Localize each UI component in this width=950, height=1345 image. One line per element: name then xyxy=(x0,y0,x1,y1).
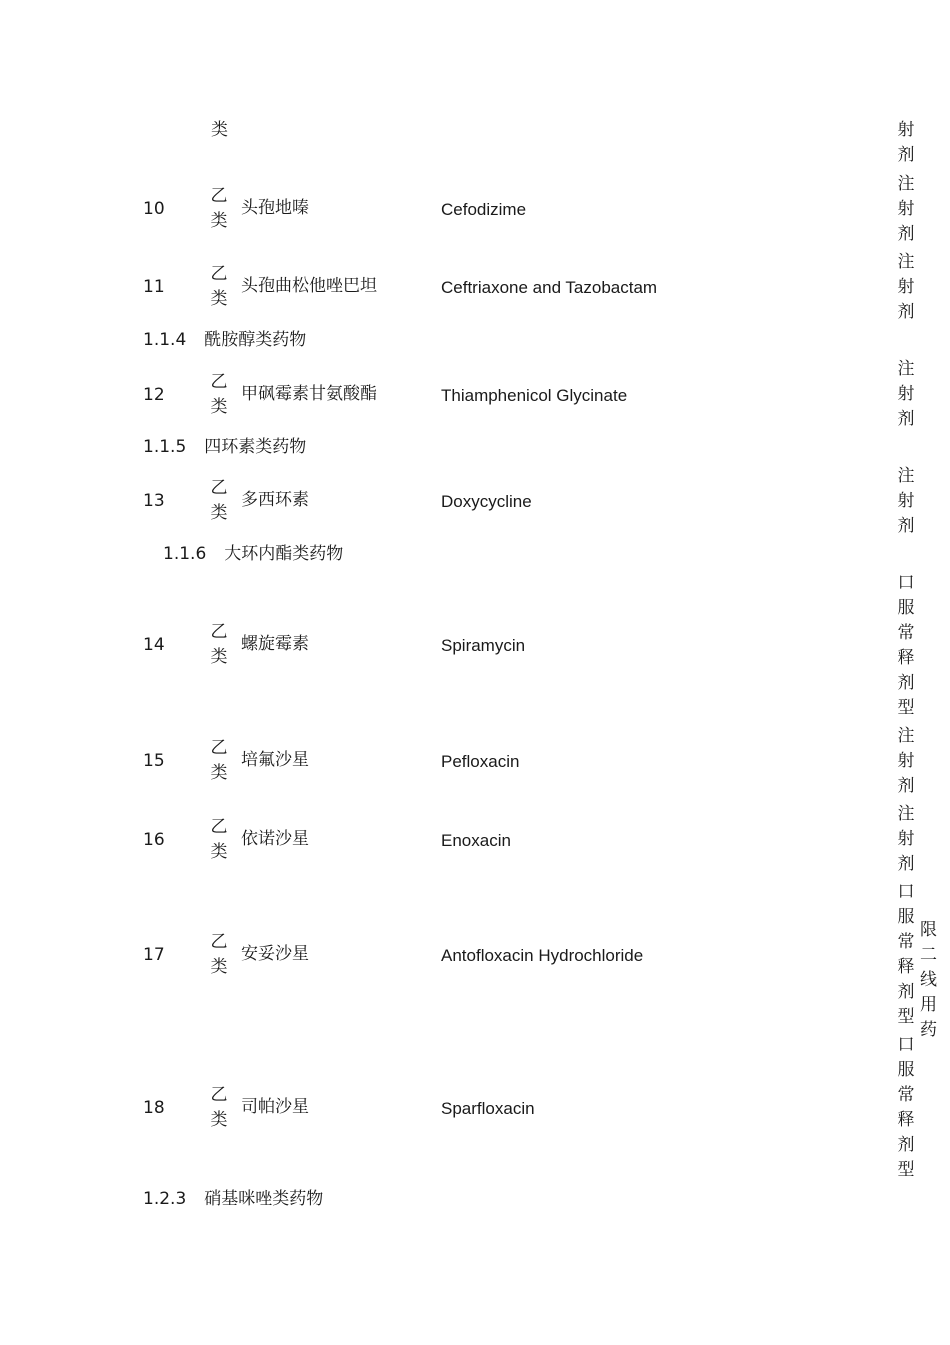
restriction-note: 限二线用药 xyxy=(920,920,937,1040)
section-heading xyxy=(163,542,343,567)
class-cell: 乙类 xyxy=(210,622,228,667)
dosage-form: 注射剂 xyxy=(897,174,915,244)
drug-name-cn: 头孢曲松他唑巴坦 xyxy=(241,276,377,296)
section-title: 四环素类药物 xyxy=(204,437,307,457)
section-heading xyxy=(143,1187,323,1212)
dosage-form: 注射剂 xyxy=(897,359,915,429)
row-number: 12 xyxy=(143,385,165,405)
section-title: 酰胺醇类药物 xyxy=(204,330,307,350)
dosage-form: 口服常释剂型 xyxy=(897,882,915,1027)
drug-name-cn: 依诺沙星 xyxy=(241,829,309,849)
drug-name-cn: 安妥沙星 xyxy=(241,944,309,964)
drug-name-cn: 甲砜霉素甘氨酸酯 xyxy=(241,384,377,404)
class-cell: 乙类 xyxy=(210,186,228,231)
section-number: 1.1.6 xyxy=(163,544,207,564)
class-cell: 乙类 xyxy=(210,372,228,417)
section-heading xyxy=(143,435,306,460)
drug-name-en: Spiramycin xyxy=(441,636,526,655)
dosage-form: 注射剂 xyxy=(897,466,915,536)
dosage-form: 注射剂 xyxy=(897,726,915,796)
dosage-form: 注射剂 xyxy=(897,252,915,322)
drug-name-cn: 司帕沙星 xyxy=(241,1097,309,1117)
class-cell: 乙类 xyxy=(210,817,228,862)
drug-name-cn: 培氟沙星 xyxy=(241,750,309,770)
row-number: 14 xyxy=(143,635,165,655)
dosage-form: 注射剂 xyxy=(897,804,915,874)
dosage-form: 口服常释剂型 xyxy=(897,573,915,718)
drug-name-en: Sparfloxacin xyxy=(441,1099,535,1118)
drug-name-en: Cefodizime xyxy=(441,200,527,219)
drug-name-cn: 多西环素 xyxy=(241,490,309,510)
row-number: 10 xyxy=(143,199,165,219)
drug-name-cn: 头孢地嗪 xyxy=(241,198,309,218)
row-number: 16 xyxy=(143,830,165,850)
dosage-form-continued: 射剂 xyxy=(897,120,915,165)
row-number: 15 xyxy=(143,751,165,771)
drug-name-en: Thiamphenicol Glycinate xyxy=(441,386,628,405)
section-number: 1.2.3 xyxy=(143,1189,187,1209)
row-number: 13 xyxy=(143,491,165,511)
row-number: 11 xyxy=(143,277,165,297)
drug-name-en: Antofloxacin Hydrochloride xyxy=(441,946,644,965)
class-cell: 乙类 xyxy=(210,932,228,977)
class-cell: 乙类 xyxy=(210,1085,228,1130)
class-cell: 乙类 xyxy=(210,264,228,309)
row-number: 18 xyxy=(143,1098,165,1118)
drug-name-en: Enoxacin xyxy=(441,831,511,850)
drug-name-en: Ceftriaxone and Tazobactam xyxy=(441,278,658,297)
class-cell: 乙类 xyxy=(210,738,228,783)
drug-name-cn: 螺旋霉素 xyxy=(241,634,309,654)
drug-name-en: Pefloxacin xyxy=(441,752,520,771)
section-heading xyxy=(143,328,306,353)
row-number: 17 xyxy=(143,945,165,965)
section-title: 硝基咪唑类药物 xyxy=(204,1189,324,1209)
section-number: 1.1.5 xyxy=(143,437,187,457)
class-cell: 乙类 xyxy=(210,478,228,523)
dosage-form: 口服常释剂型 xyxy=(897,1035,915,1180)
section-number: 1.1.4 xyxy=(143,330,187,350)
section-title: 大环内酯类药物 xyxy=(224,544,344,564)
class-cell-continued: 类 xyxy=(211,120,228,140)
drug-name-en: Doxycycline xyxy=(441,492,532,511)
